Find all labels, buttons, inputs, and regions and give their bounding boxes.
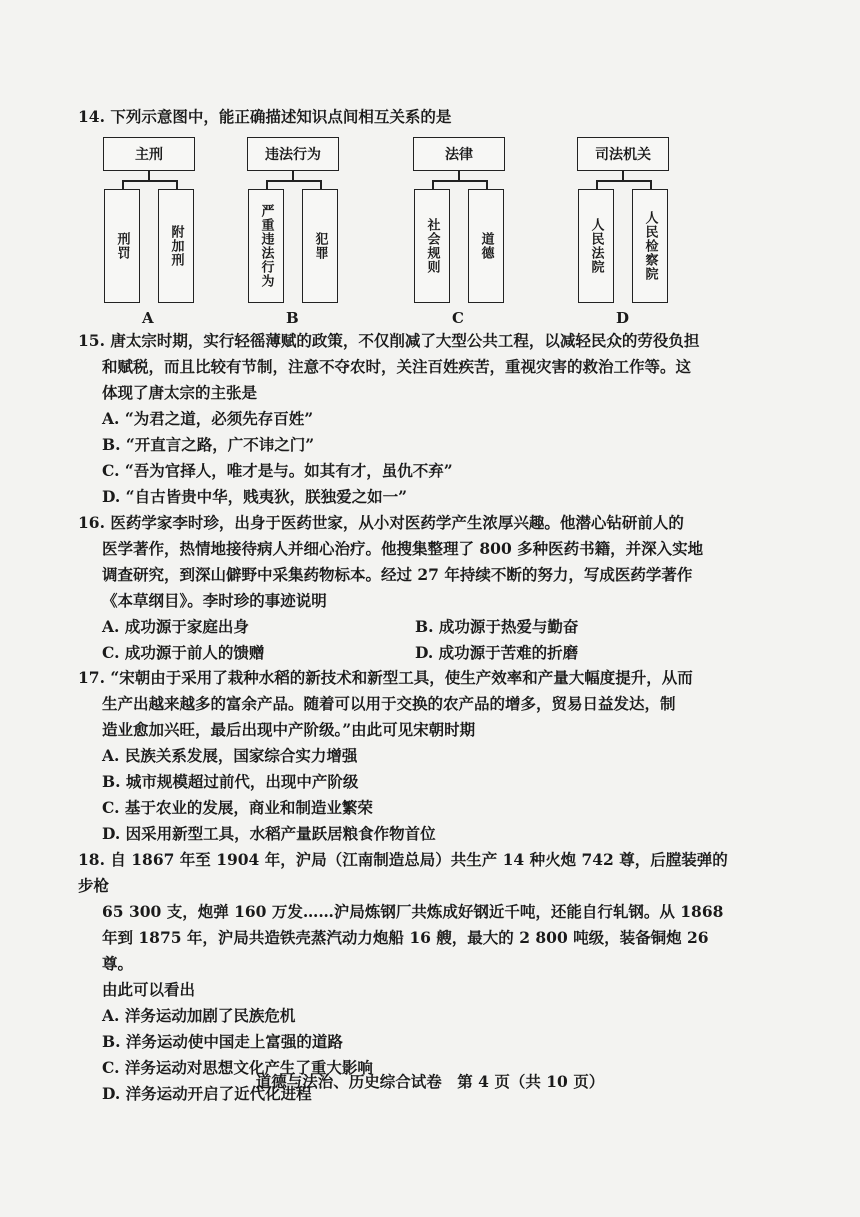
q15: [78, 328, 728, 510]
diagram-c-left-box: 社会规则: [414, 189, 450, 303]
diagram-a-left-box: 刑罚: [104, 189, 140, 303]
q18-stem-line: 18. 自 1867 年至 1904 年，沪局（江南制造总局）共生产 14 种火炮 742 尊，后膛装弹的步枪: [78, 850, 728, 895]
diagram-b-top-box: 违法行为: [247, 137, 339, 171]
q16-stem-line: 调查研究，到深山僻野中采集药物标本。经过 27 年持续不断的努力，写成医药学著作: [102, 565, 693, 584]
q18-option-d: D. 洋务运动开启了近代化进程: [102, 1084, 312, 1103]
diagram-d-label: D: [616, 309, 630, 327]
q17: [78, 665, 728, 847]
q17-option-d: D. 因采用新型工具，水稻产量跃居粮食作物首位: [102, 824, 436, 843]
diagram-b: [244, 137, 354, 327]
q14-stem: 14. 下列示意图中，能正确描述知识点间相互关系的是: [78, 107, 452, 126]
diagram-a-top-box: 主刑: [103, 137, 195, 171]
q16-option-b: B. 成功源于热爱与勤奋: [415, 617, 579, 636]
q15-stem-line: 15. 唐太宗时期，实行轻徭薄赋的政策，不仅削减了大型公共工程，以减轻民众的劳役负担: [78, 331, 700, 350]
q15-stem-line: 和赋税，而且比较有节制，注意不夺农时，关注百姓疾苦，重视灾害的救治工作等。这: [102, 357, 692, 376]
q15-option-b: B. “开直言之路，广不讳之门”: [102, 435, 315, 454]
q17-option-c: C. 基于农业的发展，商业和制造业繁荣: [102, 798, 373, 817]
diagram-d: [574, 137, 684, 327]
q18: [78, 847, 728, 1107]
q17-option-b: B. 城市规模超过前代，出现中产阶级: [102, 772, 359, 791]
q17-stem-line: 生产出越来越多的富余产品。随着可以用于交换的农产品的增多，贸易日益发达，制: [102, 694, 676, 713]
q18-stem-line: 65 300 支，炮弹 160 万发……沪局炼钢厂共炼成好钢近千吨，还能自行轧钢。从 1868: [102, 902, 724, 921]
diagram-a: [100, 137, 210, 327]
q16-option-c: C. 成功源于前人的馈赠: [102, 643, 265, 662]
q18-stem-line: 年到 1875 年，沪局共造铁壳蒸汽动力炮船 16 艘，最大的 2 800 吨级，装备铜炮 26 尊。: [102, 928, 709, 973]
q16: [78, 510, 728, 666]
q18-option-b: B. 洋务运动使中国走上富强的道路: [102, 1032, 343, 1051]
q18-option-a: A. 洋务运动加剧了民族危机: [102, 1006, 296, 1025]
diagram-c-label: C: [452, 309, 464, 327]
q17-option-a: A. 民族关系发展，国家综合实力增强: [102, 746, 358, 765]
diagram-c-top-box: 法律: [413, 137, 505, 171]
q16-stem-line: 医学著作，热情地接待病人并细心治疗。他搜集整理了 800 多种医药书籍，并深入实地: [102, 539, 704, 558]
q18-option-c: C. 洋务运动对思想文化产生了重大影响: [102, 1058, 373, 1077]
diagram-a-label: A: [142, 309, 154, 327]
q18-stem-line: 由此可以看出: [102, 980, 196, 999]
q17-stem-line: 17. “宋朝由于采用了栽种水稻的新技术和新型工具，使生产效率和产量大幅度提升，从而: [78, 668, 693, 687]
diagram-c-right-box: 道德: [468, 189, 504, 303]
diagram-a-right-box: 附加刑: [158, 189, 194, 303]
q16-options-row: [78, 614, 728, 640]
diagram-b-left-box: 严重违法行为: [248, 189, 284, 303]
q15-option-a: A. “为君之道，必须先存百姓”: [102, 409, 314, 428]
q15-stem-line: 体现了唐太宗的主张是: [102, 383, 258, 402]
q17-stem-line: 造业愈加兴旺，最后出现中产阶级。”由此可见宋朝时期: [102, 720, 476, 739]
diagram-b-right-box: 犯罪: [302, 189, 338, 303]
q16-option-d: D. 成功源于苦难的折磨: [415, 643, 579, 662]
diagram-b-label: B: [286, 309, 299, 327]
q16-option-a: A. 成功源于家庭出身: [102, 617, 249, 636]
diagram-d-left-box: 人民法院: [578, 189, 614, 303]
diagram-c: [410, 137, 520, 327]
q15-option-d: D. “自古皆贵中华，贱夷狄，朕独爱之如一”: [102, 487, 408, 506]
diagram-d-top-box: 司法机关: [577, 137, 669, 171]
q16-options-row: [78, 640, 728, 666]
q16-stem-line: 《本草纲目》。李时珍的事迹说明: [102, 591, 327, 610]
page-footer: 道德与法治、历史综合试卷 第 4 页（共 10 页）: [255, 1072, 605, 1091]
q15-option-c: C. “吾为官择人，唯才是与。如其有才，虽仇不弃”: [102, 461, 453, 480]
q16-stem-line: 16. 医药学家李时珍，出身于医药世家，从小对医药学产生浓厚兴趣。他潜心钻研前人的: [78, 513, 684, 532]
diagram-d-right-box: 人民检察院: [632, 189, 668, 303]
